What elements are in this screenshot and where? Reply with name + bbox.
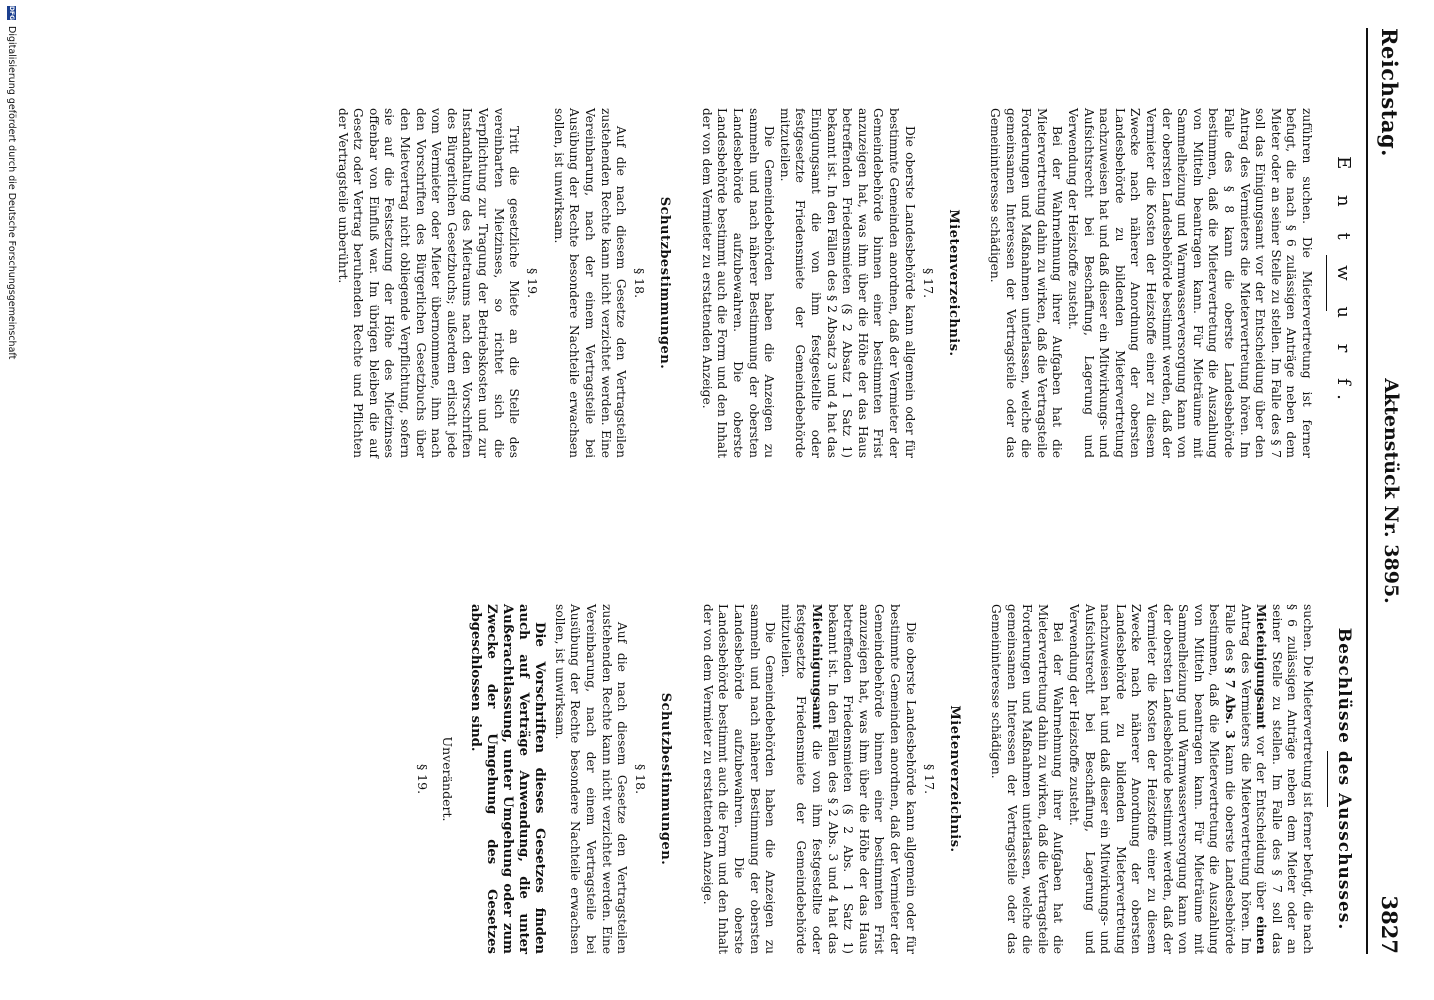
bold-run: einen xyxy=(1254,916,1269,954)
footer-text: Digitalisierung gefördert durch die Deutsche Forschungsgemeinschaft xyxy=(6,26,18,360)
dfg-logo-icon: DFG xyxy=(8,6,16,21)
paragraph: zuführen suchen. Die Mietervertretung ist ferner befugt, die nach § 6 zulässigen Anträge neben dem Mieter oder an seiner Stelle zu stellen. Im Falle des § 7 soll das Einigungsamt vor der Entscheidung über den Antrag des Vermieters die Mietervertretung hören. Im Falle des § 8 kann die oberste Landesbehörde bestimmen, daß die Mietervertretung die Auszahlung von Mitteln beantragen kann. Für Mieträume mit Sammelheizung und Warmwasserversorgung kann von der obersten Landesbehörde bestimmt werden, daß der Vermieter die Kosten der Heizstoffe einer zu diesem Zwecke nach näherer Anordnung der obersten Landesbehörde zu bildenden Mietervertretung nachzuweisen hat und daß dieser ein Mitwirkungs- und Aufsichtsrecht bei Beschaffung, Lagerung und Verwendung der Heizstoffe zusteht. xyxy=(1066,108,1314,458)
paragraph xyxy=(1066,604,1316,954)
header-rule xyxy=(1366,28,1368,954)
paragraph: Auf die nach diesem Gesetze den Vertragsteilen zustehenden Rechte kann nicht verzichtet werden. Eine Vereinbarung, nach der einem Vertragsteile bei Ausübung der Rechte besondere Nachteile erwachsen sollen, ist unwirksam. xyxy=(551,108,629,458)
digitization-footer xyxy=(4,0,20,1000)
paragraph: Die Gemeindebehörden haben die Anzeigen zu sammeln und nach näherer Bestimmung der obersten Landesbehörde aufzubewahren. Die oberste Landesbehörde bestimmt auch die Form und den Inhalt der von dem Vermieter zu erstattenden Anzeige. xyxy=(699,108,777,458)
paragraph xyxy=(777,604,917,954)
paragraph: Die oberste Landesbehörde kann allgemein oder für bestimmte Gemeinden anordnen, daß der Vermieter der Gemeindebehörde binnen einer bestimmten Frist anzuzeigen hat, was ihm über die Höhe der das Haus betreffenden Friedensmieten (§ 2 Absatz 1 Satz 1) bekannt ist. In den Fällen des § 2 Absatz 3 und 4 hat das Einigungsamt die von ihm festgestellte oder festgesetzte Friedensmiete der Gemeindebehörde mitzuteilen. xyxy=(777,108,917,458)
text-run: Die oberste Landesbehörde kann allgemein oder für bestimmte Gemeinden anordnen, daß der Vermieter der Gemeindebehörde binnen einer bestimmten Frist anzuzeigen hat, was ihm über die Höhe der das Haus betreffenden Friedensmieten (§ 2 Abs. 1 Satz 1) bekannt ist. In den Fällen des § 2 Abs. 3 und 4 hat das xyxy=(825,604,918,954)
section-number: § 18. xyxy=(632,267,648,299)
text-run: kann die oberste Landesbehörde bestimmen, daß die Mietervertretung die Auszahlung von Mitteln beantragen kann. Für Mieträume mit Sammelheizung und Warmwasserversorgung kann von der obersten Landesbehörde bestimmt werden, daß der Vermieter die Kosten der Heizstoffe einer zu diesem Zwecke nach näherer Anordnung der obersten Landesbehörde zu bildenden Mietervertretung nachzuweisen hat und daß dieser ein Mitwirkungs- und Aufsichtsrecht bei Beschaffung, Lagerung und Verwendung der Heizstoffe zusteht. xyxy=(1067,604,1238,954)
bold-run: Mieteinigungsamt xyxy=(1254,604,1269,730)
title-rule xyxy=(1327,751,1328,807)
committee-column xyxy=(40,604,1360,954)
draft-column xyxy=(40,108,1360,458)
draft-column-title: E n t w u r f. xyxy=(1333,156,1354,410)
subheading: Mietenverzeichnis. xyxy=(945,209,961,357)
paragraph: Bei der Wahrnehmung ihrer Aufgaben hat die Mietervertretung dahin zu wirken, daß die Vertragsteile Forderungen und Maßnahmen unterlassen, welche die gemeinsamen Interessen der Vertragsteile oder das Gemeininteresse schädigen. xyxy=(988,108,1065,458)
text-run: vor der Entscheidung über xyxy=(1254,729,1269,917)
text-run: Antrag des Vermieters die Mietervertretung hören. Im Falle des xyxy=(1223,604,1253,954)
unchanged-note: Unverändert. xyxy=(440,736,456,822)
title-rule xyxy=(1326,255,1327,311)
paragraph: Bei der Wahrnehmung ihrer Aufgaben hat die Mietervertretung dahin zu wirken, daß die Vertragsteile Forderungen und Maßnahmen unterlassen, welche die gemeinsamen Interessen der Vertragsteile oder das Gemeininteresse schädigen. xyxy=(989,604,1066,954)
paragraph: Die Gemeindebehörden haben die Anzeigen zu sammeln und nach näherer Bestimmung der obersten Landesbehörde aufzubewahren. Die oberste Landesbehörde bestimmt auch die Form und den Inhalt der von dem Vermieter zu erstattenden Anzeige. xyxy=(700,604,778,954)
bold-run: Mieteinigungsamt xyxy=(809,604,824,730)
header-left: Reichstag. xyxy=(1377,28,1402,157)
section-number: § 17. xyxy=(920,267,936,299)
page-header xyxy=(1368,28,1408,954)
subheading: Schutzbestimmungen. xyxy=(657,196,673,370)
bold-run: § 7 Abs. 3 xyxy=(1223,667,1238,739)
subheading: Schutzbestimmungen. xyxy=(658,692,674,866)
page-number: 3827 xyxy=(1377,895,1402,954)
committee-column-title: Beschlüsse des Ausschusses. xyxy=(1334,627,1354,931)
paragraph: Tritt die gesetzliche Miete an die Stelle des vereinbarten Mietzinses, so richtet sich die Verpflichtung zur Tragung der Betriebskosten und zur Instandhaltung des Mietraums nach den Vorschriften des Bürgerlichen Gesetzbuchs; außerdem erlischt jede vom Vermieter oder Mieter übernommene, ihm nach den Vorschriften des Bürgerlichen Gesetzbuchs über den Mietvertrag nicht obliegende Verpflichtung, sofern sie auf die Festsetzung der Höhe des Mietzinses offenbar von Einfluß war. Im übrigen bleiben die auf Gesetz oder Vertrag beruhenden Rechte und Pflichten der Vertragsteile unberührt. xyxy=(335,108,522,458)
header-center: Aktenstück Nr. 3895. xyxy=(1380,378,1402,604)
paragraph: Auf die nach diesem Gesetze den Vertragsteilen zustehenden Rechte kann nicht verzichtet werden. Eine Vereinbarung, nach der einem Vertragsteile bei Ausübung der Rechte besondere Nachteile erwachsen sollen, ist unwirksam. xyxy=(552,604,630,954)
section-number: § 18. xyxy=(633,763,649,795)
subheading: Mietenverzeichnis. xyxy=(946,705,962,853)
text-run: suchen. Die Mietervertretung ist ferner befugt, die nach § 6 zulässigen Anträge neben dem Mieter oder an seiner Stelle zu stellen. Im Falle des § 7 soll das xyxy=(1269,604,1315,954)
section-number: § 17. xyxy=(921,763,937,795)
section-number: § 19. xyxy=(415,763,431,795)
text-run: die von ihm festgestellte oder festgesetzte Friedensmiete der Gemeindebehörde mitzuteilen. xyxy=(778,604,824,954)
section-number: § 19. xyxy=(525,267,541,299)
bold-paragraph: Die Vorschriften dieses Gesetzes finden auch auf Verträge Anwendung, die unter Außerachtlassung, unter Umgehung oder zum Zwecke der Umgehung des Gesetzes abgeschlossen sind. xyxy=(468,604,548,954)
